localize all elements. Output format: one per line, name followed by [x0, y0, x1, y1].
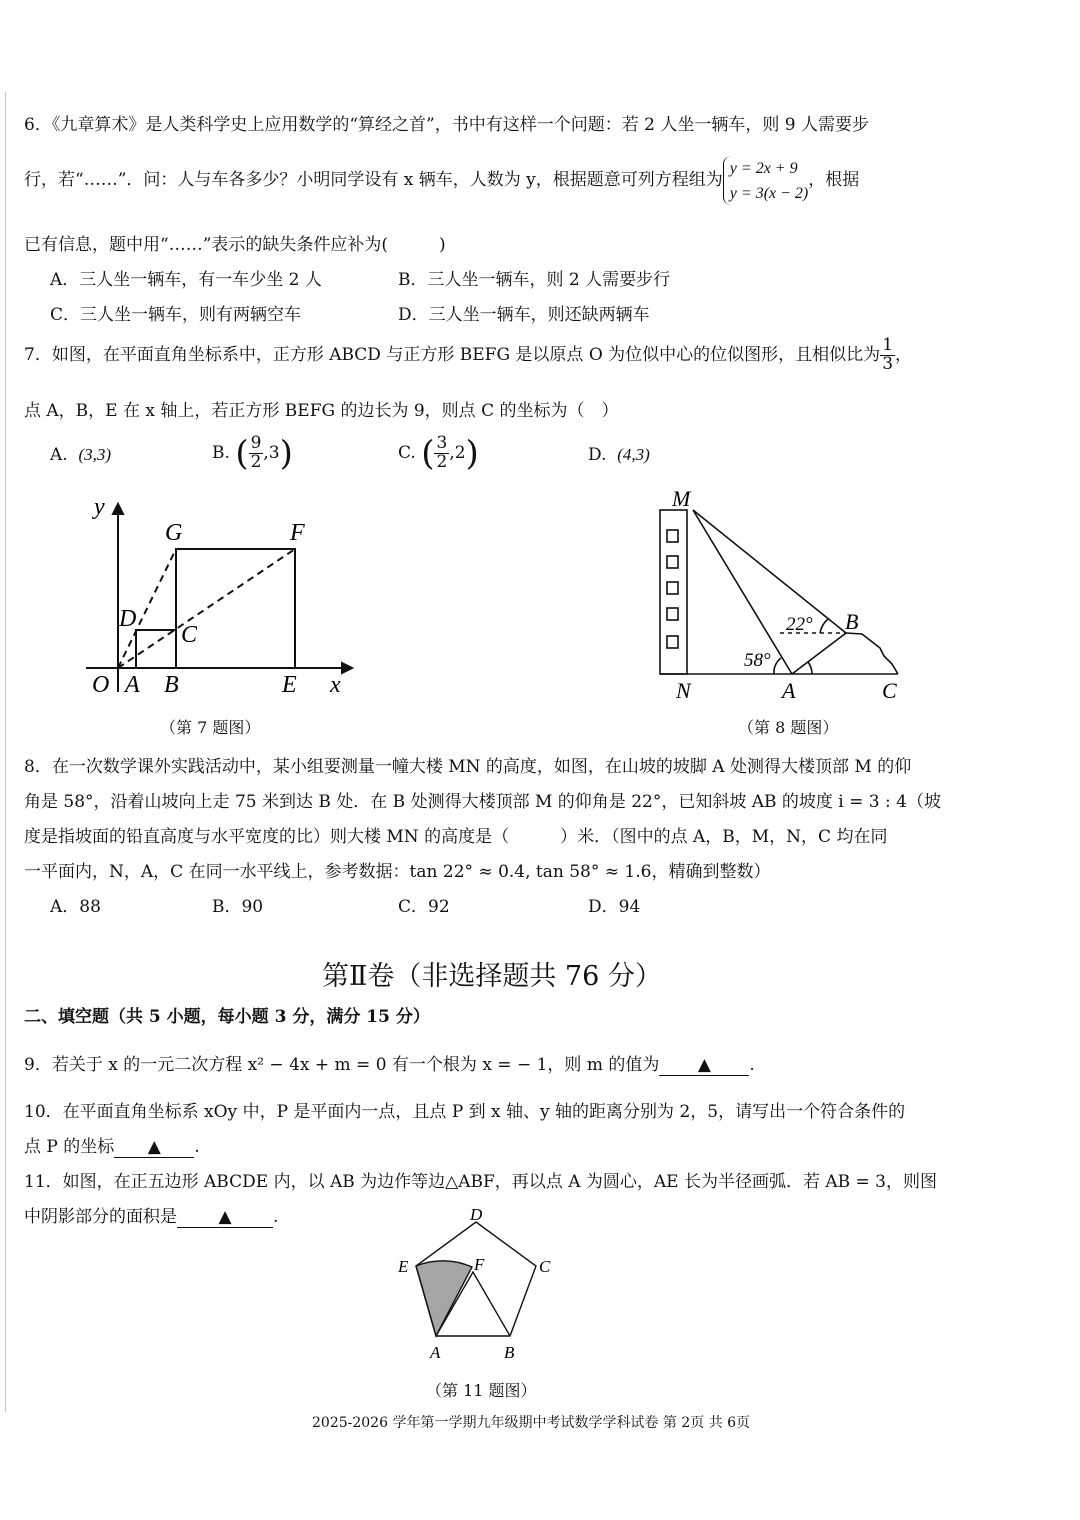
label-g: G	[165, 520, 183, 546]
q6-eq2: y = 3(x − 2)	[729, 184, 809, 202]
label-b: B	[164, 672, 179, 698]
angle-22-arc	[820, 619, 828, 633]
window-2	[667, 556, 678, 568]
q10-line1: 10．在平面直角坐标系 xOy 中，P 是平面内一点，且点 P 到 x 轴、y 轴的距离分别为 2，5，请写出一个符合条件的	[24, 1102, 906, 1122]
q7-option-b-frac	[249, 435, 264, 472]
label-d: D	[470, 1205, 483, 1224]
q6-line2-tail: ，根据	[808, 170, 860, 190]
q7-option-b[interactable]: B. ( $\frac{9}{2}$ ,3)	[212, 433, 293, 474]
label-f: F	[474, 1255, 485, 1274]
q8-figure	[640, 488, 920, 703]
q7-option-b-num: 9	[250, 433, 262, 454]
section-subtitle: 二、填空题（共 5 小题，每小题 3 分，满分 15 分）	[24, 1007, 430, 1027]
q7-ratio-den: 3	[882, 354, 894, 374]
q7-option-b-rest: ,3	[263, 443, 280, 463]
label-c: C	[181, 622, 198, 648]
window-4	[667, 608, 678, 620]
label-y: y	[94, 494, 105, 520]
q6-line3: 已有信息，题中用“……”表示的缺失条件应补为( )	[24, 235, 446, 255]
q8-line3: 度是指坡面的铅直高度与水平宽度的比）则大楼 MN 的高度是（ ）米．（图中的点 A，B，M，N，C 均在同	[24, 827, 888, 847]
line-ma	[693, 510, 792, 674]
q11-figure	[390, 1200, 560, 1365]
q7-option-c-label: C.	[398, 443, 416, 463]
label-a: A	[782, 678, 796, 703]
q7-line1-tail: ，	[895, 345, 913, 365]
q11-line1: 11．如图，在正五边形 ABCDE 内，以 AB 为边作等边△ABF，再以点 A 为圆心，AE 长为半径画弧．若 AB = 3，则图	[24, 1172, 938, 1192]
label-d: D	[119, 606, 137, 632]
q9-answer-blank[interactable]: ▲	[659, 1055, 749, 1076]
q11-line2-text: 中阴影部分的面积是	[24, 1207, 177, 1227]
q10-line2	[24, 1132, 200, 1158]
q7-line2: 点 A，B，E 在 x 轴上，若正方形 BEFG 的边长为 9，则点 C 的坐标为（ ）	[24, 401, 619, 421]
q8-line2: 角是 58°，沿着山坡向上走 75 米到达 B 处．在 B 处测得大楼顶部 M 的仰角是 22°，已知斜坡 AB 的坡度 i = 3 : 4（坡	[24, 792, 941, 812]
slope-ab	[792, 633, 846, 674]
q6-equation-system	[723, 156, 808, 204]
label-angle-22: 22°	[786, 614, 813, 635]
dashed-line-of	[118, 549, 295, 668]
label-e: E	[398, 1257, 409, 1276]
left-margin-line	[5, 92, 6, 1412]
square-abcd	[136, 630, 176, 668]
label-m: M	[672, 488, 691, 511]
q7-caption: （第 7 题图）	[160, 718, 261, 737]
q8-line4: 一平面内，N，A，C 在同一水平线上，参考数据：tan 22° ≈ 0.4, tan 58° ≈ 1.6，精确到整数）	[24, 862, 771, 882]
q7-option-b-den: 2	[250, 452, 262, 472]
q6-option-b[interactable]: B．三人坐一辆车，则 2 人需要步行	[398, 270, 671, 290]
label-x: x	[330, 672, 341, 698]
q7-ratio-num: 1	[882, 335, 894, 356]
label-b: B	[845, 609, 859, 634]
q10-line2-text: 点 P 的坐标	[24, 1137, 115, 1157]
q11-caption: （第 11 题图）	[426, 1381, 537, 1400]
label-n: N	[676, 678, 691, 703]
q8-line1: 8．在一次数学课外实践活动中，某小组要测量一幢大楼 MN 的高度，如图，在山坡的坡脚 A 处测得大楼顶部 M 的仰	[24, 757, 912, 777]
page-footer: 2025-2026 学年第一学期九年级期中考试数学学科试卷 第 2页 共 6页	[312, 1415, 751, 1431]
q7-option-c[interactable]: C. ( $\frac{3}{2}$ ,2)	[398, 433, 479, 474]
label-e: E	[282, 672, 297, 698]
q8-option-c[interactable]: C．92	[398, 897, 450, 917]
q7-line1-text: 7．如图，在平面直角坐标系中，正方形 ABCD 与正方形 BEFG 是以原点 O 为位似中心的位似图形，且相似比为	[24, 345, 881, 365]
q9	[24, 1050, 755, 1076]
q9-tail: .	[749, 1055, 755, 1075]
q7-option-b-label: B.	[212, 443, 230, 463]
q6-option-c[interactable]: C．三人坐一辆车，则有两辆空车	[50, 305, 302, 325]
q7-option-d-value: (4,3)	[617, 445, 650, 464]
q11-line2	[24, 1202, 278, 1228]
window-5	[667, 636, 678, 648]
q8-option-d[interactable]: D．94	[588, 897, 641, 917]
q6-option-a[interactable]: A．三人坐一辆车，有一车少坐 2 人	[50, 270, 322, 290]
label-a: A	[430, 1343, 441, 1362]
q7-option-a-label: A.	[50, 445, 68, 465]
q11-tail: .	[273, 1207, 279, 1227]
q7-option-a-value: (3,3)	[78, 445, 112, 464]
x-axis-arrow-icon	[342, 663, 352, 673]
window-1	[667, 530, 678, 542]
q6-line2	[24, 152, 859, 208]
q6-line2-text: 行，若“……”．问：人与车各多少？小明同学设有 x 辆车，人数为 y，根据题意可列方程组为	[24, 170, 723, 190]
q6-line1: 6．《九章算术》是人类科学史上应用数学的“算经之首”，书中有这样一个问题：若 2 人坐一辆车，则 9 人需要步	[24, 115, 869, 135]
q8-option-a[interactable]: A．88	[50, 897, 101, 917]
q7-option-c-rest: ,2	[449, 443, 466, 463]
angle-58-arc	[774, 658, 781, 674]
q7-option-c-frac	[434, 435, 449, 472]
q7-ratio	[880, 337, 895, 374]
q8-caption: （第 8 题图）	[738, 718, 839, 737]
q7-option-c-num: 3	[436, 433, 448, 454]
q7-option-d-label: D.	[588, 445, 607, 465]
label-c: C	[539, 1257, 551, 1276]
window-3	[667, 582, 678, 594]
q7-option-c-den: 2	[436, 452, 448, 472]
q7-figure	[80, 492, 360, 702]
label-b: B	[504, 1343, 515, 1362]
q7-line1	[24, 333, 912, 377]
shaded-sector	[416, 1261, 472, 1336]
square-befg	[176, 549, 295, 668]
building-mn	[660, 510, 687, 674]
q10-tail: .	[194, 1137, 200, 1157]
q7-option-a[interactable]	[50, 440, 111, 470]
line-mb	[693, 510, 846, 633]
label-a: A	[125, 672, 140, 698]
q11-answer-blank[interactable]: ▲	[177, 1207, 273, 1228]
q9-text: 9．若关于 x 的一元二次方程 x² − 4x + m = 0 有一个根为 x = − 1，则 m 的值为	[24, 1055, 660, 1075]
q8-option-b[interactable]: B．90	[212, 897, 264, 917]
q6-option-d[interactable]: D．三人坐一辆车，则还缺两辆车	[398, 305, 650, 325]
label-f: F	[290, 520, 305, 546]
hill-outline	[846, 633, 898, 674]
label-o: O	[92, 672, 110, 698]
label-angle-58: 58°	[744, 650, 771, 671]
q6-eq1: y = 2x + 9	[729, 160, 798, 178]
q10-answer-blank[interactable]: ▲	[114, 1137, 194, 1158]
label-c: C	[882, 678, 897, 703]
angle-slope-arc	[808, 662, 812, 674]
q7-option-d[interactable]	[588, 440, 650, 470]
section-title: 第Ⅱ卷（非选择题共 76 分）	[322, 961, 662, 992]
y-axis-arrow-icon	[113, 504, 123, 514]
